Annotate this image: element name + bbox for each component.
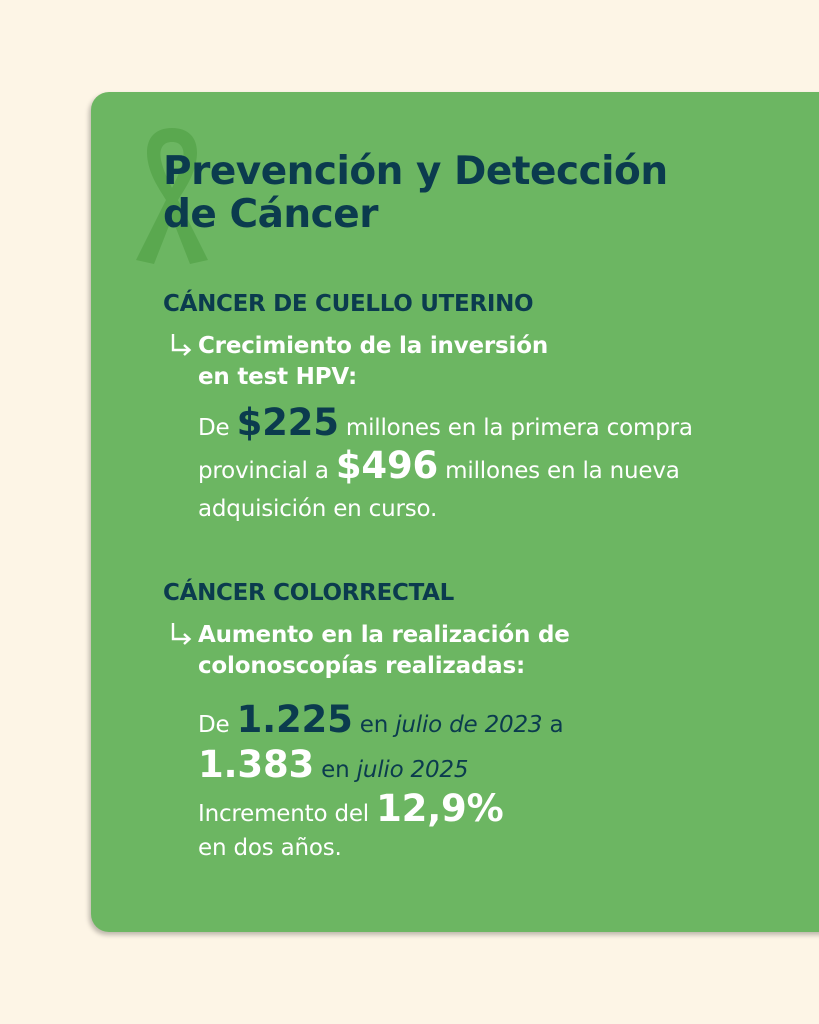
corner-arrow-icon [170,622,192,646]
text-de: De [198,712,230,738]
text-en: en [359,712,389,738]
date-2023: julio de 2023 [395,712,543,738]
colonoscopy-stats-text [198,700,563,863]
section-heading-cervical: CÁNCER DE CUELLO UTERINO [163,291,534,317]
text-a: a [549,712,564,738]
text-fragment: en dos años. [198,835,342,861]
subtitle-line-1: Aumento en la realización de [198,622,570,648]
page-title [163,150,668,236]
text-fragment: provincial a [198,458,329,484]
value-2023: 1.225 [236,698,353,741]
text-fragment: millones en la nueva [445,458,680,484]
subtitle-line-2: en test HPV: [198,364,357,390]
increment-label: Incremento del [198,801,369,827]
subtitle-line-2: colonoscopías realizadas: [198,653,525,679]
value-2025: 1.383 [198,743,315,786]
section-heading-colorectal: CÁNCER COLORRECTAL [163,580,455,606]
text-en: en [321,757,350,783]
text-de: De [198,415,230,441]
increment-value: 12,9% [376,787,504,830]
title-line-1: Prevención y Detección [163,149,668,194]
date-2025: julio 2025 [356,757,469,783]
corner-arrow-icon [170,333,192,357]
amount-first-purchase: $225 [236,401,339,444]
amount-new-purchase: $496 [335,444,439,487]
title-line-2: de Cáncer [163,192,378,237]
hpv-investment-text [198,401,693,528]
text-fragment: adquisición en curso. [198,496,438,522]
subtitle-line-1: Crecimiento de la inversión [198,333,548,359]
section-subtitle-colonoscopy [198,620,570,682]
text-fragment: millones en la primera compra [345,415,693,441]
section-subtitle-hpv [198,331,548,393]
